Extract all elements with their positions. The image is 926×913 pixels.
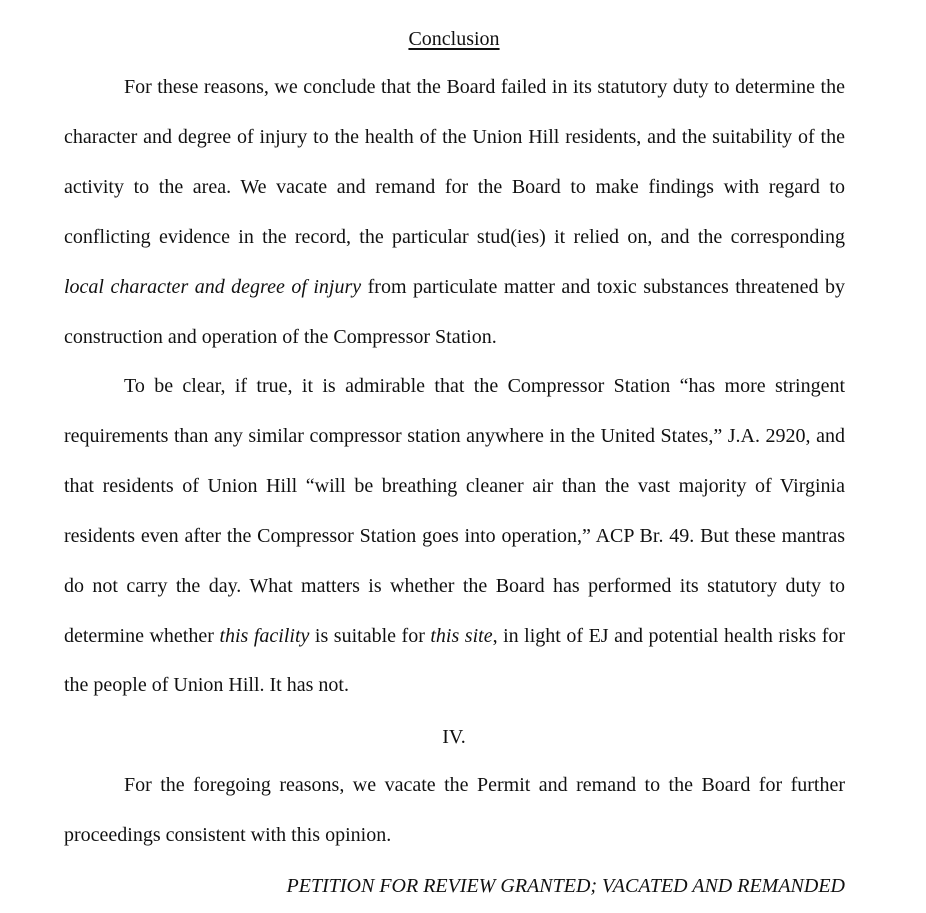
paragraph-2-text-c: , in light of EJ and potential health risks for the people of Union Hill. It has not.	[64, 624, 846, 697]
part-numeral: IV.	[442, 726, 466, 748]
paragraph-2-emphasis-facility: this facility	[219, 624, 310, 647]
paragraph-1-text-a: For these reasons, we conclude that the Board failed in its statutory duty to determine the character and degree of injury to the health of the Union Hill residents, and the suitability of the activity to the area. We vacate and remand for the Board to make findings with regard to conflicting evidence in the record, the particular stud(ies) it relied on, and the corresponding	[64, 76, 845, 248]
section-heading-text: Conclusion	[408, 28, 500, 50]
conclusion-paragraph-2	[64, 362, 845, 711]
paragraph-1-text-b: from particulate matter and toxic substances threatened by construction and operation of the Compressor Station.	[64, 275, 845, 348]
section-heading	[0, 27, 908, 51]
paragraph-1-emphasis: local character and degree of injury	[64, 275, 362, 298]
paragraph-2-emphasis-site: this site	[430, 624, 493, 647]
paragraph-2-text-b: is suitable for	[309, 624, 431, 647]
disposition-line: PETITION FOR REVIEW GRANTED; VACATED AND REMANDED	[286, 875, 845, 897]
paragraph-2-text-a: To be clear, if true, it is admirable that the Compressor Station “has more stringent requirements than any similar compressor station anywhere in the United States,” J.A. 2920, and that residents of Union Hill “will be breathing cleaner air than the vast majority of Virginia residents even after the Compressor Station goes into operation,” ACP Br. 49. But these mantras do not carry the day. What matters is whether the Board has performed its statutory duty to determine whether	[64, 375, 845, 647]
closing-paragraph: For the foregoing reasons, we vacate the Permit and remand to the Board for further proceedings consistent with this opinion.	[64, 774, 845, 846]
conclusion-paragraph-1	[64, 63, 845, 362]
